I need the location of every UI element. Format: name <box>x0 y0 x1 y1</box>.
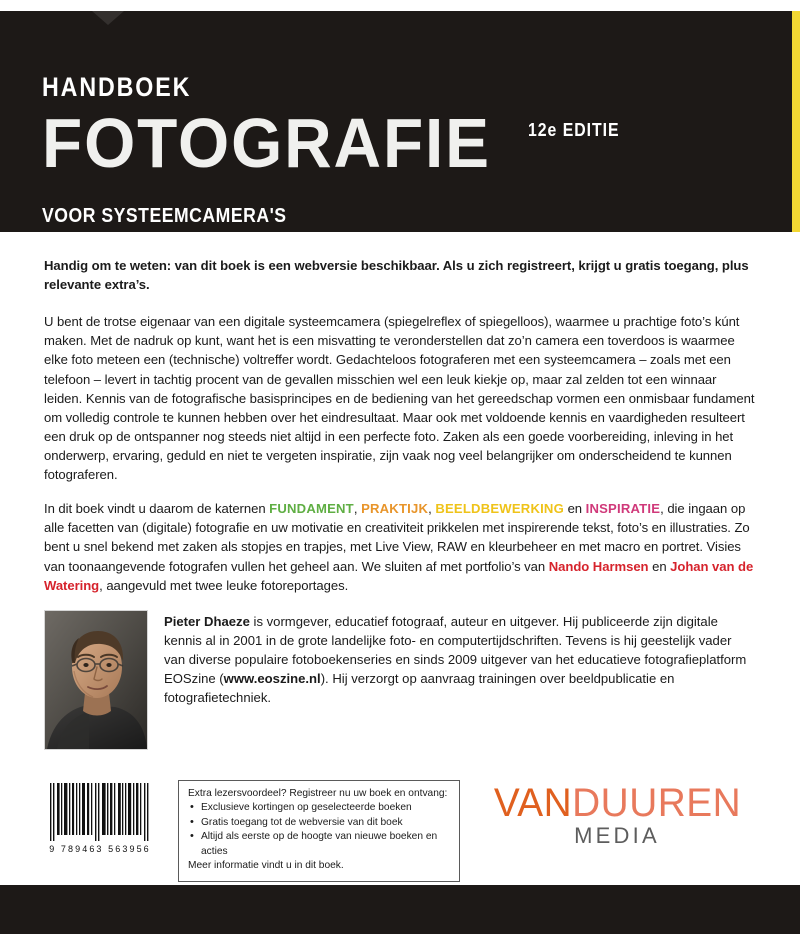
header-title-row <box>42 104 632 182</box>
isbn-number: 9 789463 563956 <box>49 844 151 854</box>
bottom-dark-band <box>0 885 800 934</box>
author-bio-paragraph <box>164 612 756 708</box>
offer-footnote: Meer informatie vindt u in dit boek. <box>188 860 344 872</box>
katernen-sep-1: , <box>353 501 362 517</box>
author-bio <box>164 610 756 708</box>
katernen-sep-3: en <box>563 501 586 517</box>
body-content <box>44 256 756 750</box>
offer-list-item: • Altijd als eerste op de hoogte van nieuwe boeken en acties <box>199 830 450 859</box>
author-name: Pieter Dhaeze <box>164 613 250 629</box>
offer-list-item: • Exclusieve kortingen op geselecteerde boeken <box>199 801 450 815</box>
header-kicker: HANDBOEK <box>42 72 192 102</box>
author-block <box>44 610 756 750</box>
author-photo <box>44 610 148 750</box>
keyword-praktijk: PRAKTIJK <box>361 501 429 517</box>
katernen-paragraph <box>44 499 756 595</box>
katernen-text-2: , die ingaan op alle facetten van (digitale) fotografie en uw motivatie en creativiteit prikkelen met inspirerende tekst, foto’s en illustraties. Zo bent u snel bekend met zaken als stopjes en trapjes, met Live View, RAW en kleurbeheer en met macro en portret. Visies van toonaangevende fotografen vullen het geheel aan. We sluiten af met portfolio’s van <box>44 501 750 574</box>
keyword-beeldbewerking: BEELDBEWERKING <box>435 501 564 517</box>
offer-list <box>188 801 450 859</box>
publisher-logo <box>460 777 764 847</box>
keyword-fundament: FUNDAMENT <box>269 501 354 517</box>
reader-offer-box <box>178 780 460 882</box>
cover-body <box>0 232 800 885</box>
photographer-name-johan-van-de-watering: Johan van de Watering <box>44 558 754 593</box>
author-bio-text-2: ). Hij verzorgt op aanvraag trainingen over beeldpublicatie en fotografietechniek. <box>164 671 675 706</box>
header-subtitle: VOOR SYSTEEMCAMERA'S <box>42 205 287 227</box>
publisher-logo-name <box>493 783 740 823</box>
edition-badge: 12e EDITIE <box>527 120 620 141</box>
publisher-logo-name-part1: VAN <box>493 781 572 825</box>
publisher-logo-name-part2: DUUREN <box>571 781 741 825</box>
barcode-bars-icon <box>44 781 156 843</box>
isbn-barcode <box>44 781 156 854</box>
header-inner <box>42 11 800 232</box>
keyword-inspiratie: INSPIRATIE <box>585 501 661 517</box>
katernen-sep-2: , <box>428 501 436 517</box>
offer-list-item: • Gratis toegang tot de webversie van dit boek <box>199 816 450 830</box>
katernen-text-3: , aangevuld met twee leuke fotoreportages. <box>99 577 349 593</box>
footer-row <box>44 777 764 872</box>
katernen-sep-4: en <box>648 558 671 574</box>
author-bio-text-1: is vormgever, educatief fotograaf, auteur en uitgever. Hij publiceerde zijn digitale kennis al in 2001 in de grote landelijke foto- en computertijdschriften. Tevens is hij geestelijk vader van diverse populaire fotoboekenseries en sinds 2009 uitgever van het educatieve fotografieplatform EOSzine ( <box>164 613 747 687</box>
page-title: FOTOGRAFIE <box>42 104 491 182</box>
intro-paragraph: U bent de trotse eigenaar van een digitale systeemcamera (spiegelreflex of spiegelloos), waarmee u prachtige foto’s kúnt maken. Met de nadruk op kunt, want het is een misvatting te veronderstellen dat zo’n camera een toverdoos is waarmee elke foto meteen een (technische) voltreffer wordt. Gedachteloos fotograferen met een systeemcamera – zoals met een telefoon – levert in tachtig procent van de gevallen misschien wel een leuk kiekje op, maar zal zelden tot een winnaar leiden. Kennis van de fotografische basisprincipes en de bediening van het gereedschap vormen een onmisbaar fundament om volledig controle te kunnen hebben over het eindresultaat. Maar ook met voldoende kennis en vaardigheden resulteert een druk op de ontspanner nog steeds niet altijd in een perfecte foto. Zaken als een goede voorbereiding, inleving in het onderwerp, ervaring, geduld en niet te vergeten inspiratie, zijn vaak nog veel belangrijker om onderscheidend te kunnen fotograferen. <box>44 314 755 483</box>
publisher-logo-tagline: MEDIA <box>574 823 660 848</box>
offer-title: Extra lezersvoordeel? Registreer nu uw boek en ontvang: <box>188 788 448 799</box>
author-website-link[interactable]: www.eoszine.nl <box>223 671 321 687</box>
photographer-name-nando-harmsen: Nando Harmsen <box>548 558 649 574</box>
author-portrait-illustration <box>45 611 147 749</box>
katernen-text-1: In dit boek vindt u daarom de katernen <box>44 501 270 517</box>
cover-header <box>0 11 800 232</box>
lead-paragraph: Handig om te weten: van dit boek is een webversie beschikbaar. Als u zich registreert, krijgt u gratis toegang, plus relevante extra’s. <box>44 258 749 293</box>
top-white-strip <box>0 0 800 11</box>
